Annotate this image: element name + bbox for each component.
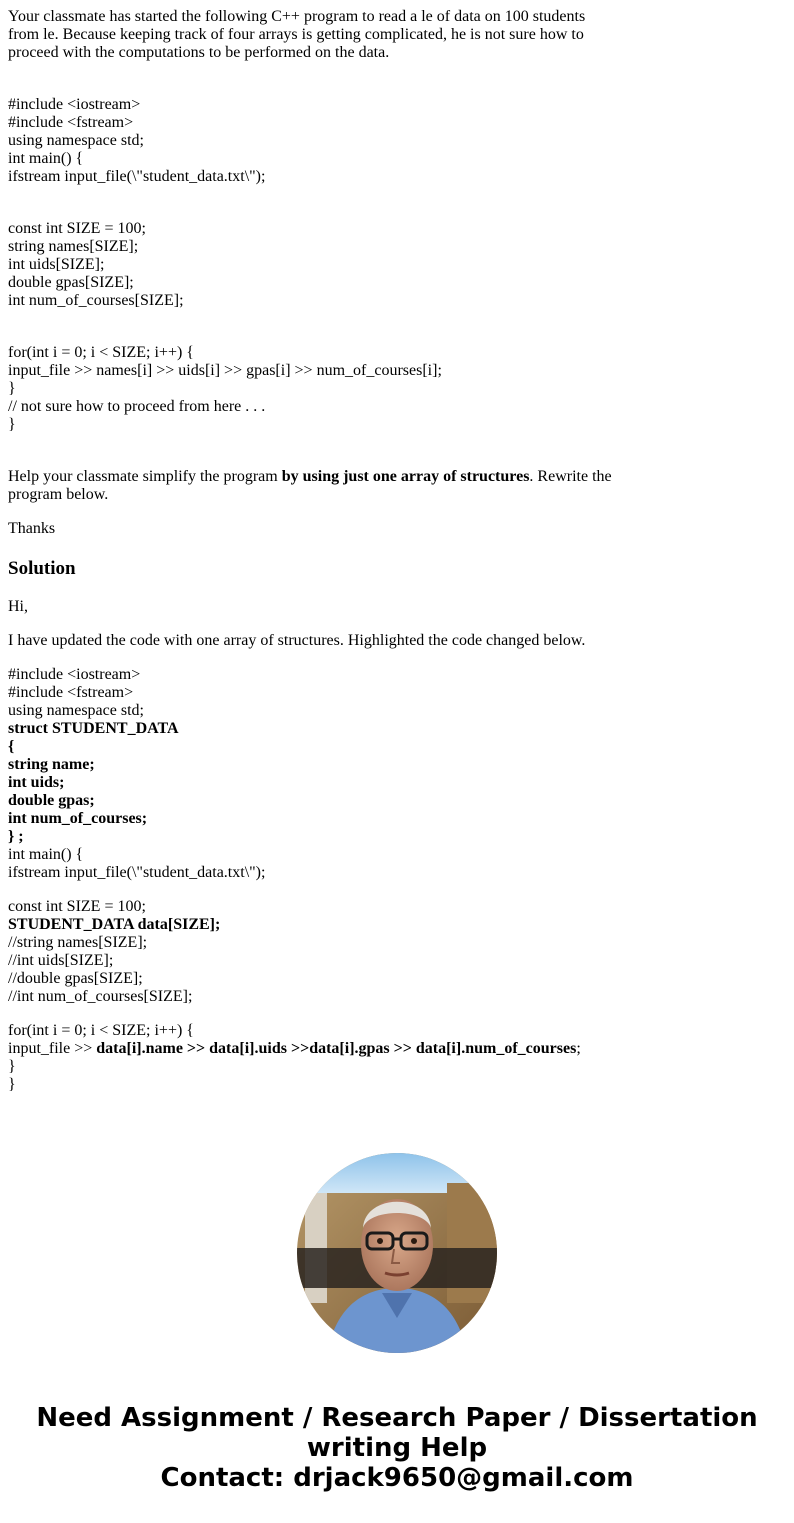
commented-line: //int num_of_courses[SIZE]; xyxy=(8,988,193,1005)
struct-line: struct STUDENT_DATA xyxy=(8,720,179,737)
code-line: #include <fstream> xyxy=(8,114,134,131)
question-code-arrays xyxy=(8,220,628,310)
code-line: using namespace std; xyxy=(8,132,144,149)
solution-note: I have updated the code with one array of structures. Highlighted the code changed below. xyxy=(8,632,586,649)
solution-code-top xyxy=(8,666,628,882)
footer-line-2: writing Help xyxy=(306,1433,488,1463)
question-code-loop xyxy=(8,344,628,434)
commented-line: //string names[SIZE]; xyxy=(8,934,148,951)
code-line: } xyxy=(8,1058,16,1075)
author-avatar xyxy=(297,1153,497,1353)
struct-line: int uids; xyxy=(8,774,65,791)
commented-line: //int uids[SIZE]; xyxy=(8,952,114,969)
code-line: using namespace std; xyxy=(8,702,144,719)
commented-line: //double gpas[SIZE]; xyxy=(8,970,143,987)
code-line: int main() { xyxy=(8,846,84,863)
solution-code-arrays xyxy=(8,898,628,1006)
footer-contact: Contact: drjack9650@gmail.com xyxy=(160,1463,634,1493)
help-suffix: . Rewrite the xyxy=(529,468,612,485)
input-suffix: ; xyxy=(576,1040,581,1057)
code-line: ifstream input_file(\"student_data.txt\"); xyxy=(8,864,266,881)
input-line xyxy=(8,1040,628,1058)
help-request xyxy=(8,468,628,504)
help-prefix: Help your classmate simplify the program xyxy=(8,468,282,485)
code-line: ifstream input_file(\"student_data.txt\"); xyxy=(8,168,266,185)
solution-greeting: Hi, xyxy=(8,598,28,615)
code-line: int main() { xyxy=(8,150,84,167)
code-line: string names[SIZE]; xyxy=(8,238,139,255)
code-line: #include <fstream> xyxy=(8,684,134,701)
code-line: } xyxy=(8,1076,16,1093)
struct-line: } ; xyxy=(8,828,24,845)
help-emphasis: by using just one array of structures xyxy=(281,468,530,485)
footer-banner xyxy=(0,1403,794,1493)
struct-line: int num_of_courses; xyxy=(8,810,148,827)
code-line: const int SIZE = 100; xyxy=(8,898,146,915)
code-line: double gpas[SIZE]; xyxy=(8,274,134,291)
code-line: // not sure how to proceed from here . . . xyxy=(8,398,266,415)
solution-heading: Solution xyxy=(8,558,76,579)
help-line-2: program below. xyxy=(8,486,109,503)
code-line: for(int i = 0; i < SIZE; i++) { xyxy=(8,344,194,361)
code-line: input_file >> names[i] >> uids[i] >> gpas[i] >> num_of_courses[i]; xyxy=(8,362,442,379)
struct-line: double gpas; xyxy=(8,792,95,809)
code-line: } xyxy=(8,380,16,397)
code-line: int num_of_courses[SIZE]; xyxy=(8,292,184,309)
question-and-solution xyxy=(8,8,628,1094)
question-intro xyxy=(8,8,628,62)
intro-line: Your classmate has started the following C++ program to read a le of data on 100 students xyxy=(8,8,586,25)
thanks-text: Thanks xyxy=(8,520,56,537)
code-line: for(int i = 0; i < SIZE; i++) { xyxy=(8,1022,194,1039)
question-code-includes xyxy=(8,96,628,186)
code-line: const int SIZE = 100; xyxy=(8,220,146,237)
input-fields: data[i].name >> data[i].uids >>data[i].gpas >> data[i].num_of_courses xyxy=(96,1040,577,1057)
struct-line: { xyxy=(8,738,15,755)
code-line: #include <iostream> xyxy=(8,96,141,113)
footer-line-1: Need Assignment / Research Paper / Dissertation xyxy=(36,1403,758,1433)
code-line: int uids[SIZE]; xyxy=(8,256,105,273)
struct-array-line: STUDENT_DATA data[SIZE]; xyxy=(8,916,221,933)
struct-line: string name; xyxy=(8,756,95,773)
intro-line: from le. Because keeping track of four arrays is getting complicated, he is not sure how to xyxy=(8,26,584,43)
input-prefix: input_file >> xyxy=(8,1040,97,1057)
code-line: #include <iostream> xyxy=(8,666,141,683)
solution-code-loop xyxy=(8,1022,628,1094)
intro-line: proceed with the computations to be performed on the data. xyxy=(8,44,390,61)
code-line: } xyxy=(8,416,16,433)
